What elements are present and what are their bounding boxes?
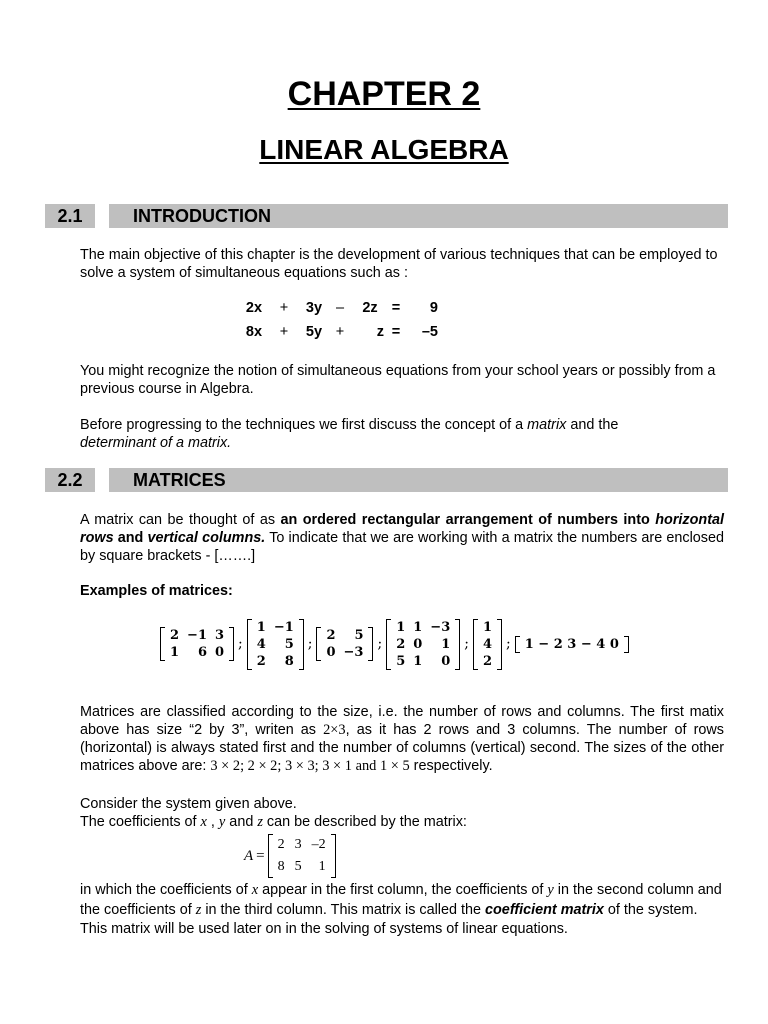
matrix-cell: 0: [413, 636, 423, 652]
matrix-cell: 1: [482, 619, 493, 635]
matrix-cell: 5: [396, 653, 406, 669]
text-span: in which the coefficients of: [80, 882, 252, 898]
equation-row: [0, 320, 768, 344]
section-title-introduction: INTRODUCTION: [109, 204, 728, 228]
text-line: Consider the system given above.: [80, 796, 297, 812]
matrix-cell: 0: [441, 653, 451, 669]
separator: ;: [307, 636, 313, 652]
matrix-cell: 5: [294, 859, 302, 874]
example-matrix-6: [515, 636, 629, 653]
consider-paragraph: [80, 795, 724, 831]
matrix-cell: 1: [170, 645, 180, 660]
section-number-2-2: 2.2: [45, 468, 95, 492]
matrix-cell: 1: [396, 619, 406, 635]
equation-row: [0, 296, 768, 320]
var-x: x: [200, 814, 207, 830]
text-span: respectively.: [409, 758, 493, 774]
example-matrix-1: [160, 627, 234, 661]
eq-op: +: [335, 324, 345, 340]
matrix-cell: 1: [413, 619, 423, 635]
text-span: To indicate that we are working with a matrix the numbers are enclosed by square brackets - […….]: [80, 530, 724, 564]
matrix-cell: −1: [187, 628, 207, 643]
matrix-cell: –2: [311, 837, 326, 852]
text-span: can be described by the matrix:: [262, 814, 467, 830]
matrix-cell: 1: [441, 636, 451, 652]
separator: ;: [238, 636, 243, 652]
example-matrix-5: [473, 619, 502, 670]
text-span: appear in the first column, the coefficients of: [258, 882, 548, 898]
matrix-cell: 2: [396, 636, 406, 652]
matrix-cell: 4: [482, 636, 493, 652]
matrix-cell: 1: [318, 859, 326, 874]
matrix-cell: 6: [197, 645, 207, 660]
coefficient-matrix: [268, 834, 336, 878]
example-matrix-3: [316, 627, 373, 661]
var-y: y: [218, 814, 226, 830]
term-coefficient-matrix: coefficient matrix: [485, 901, 604, 918]
text-span: of the system. This matrix will be used later on in the solving of systems of linear equations.: [80, 901, 698, 937]
intro-paragraph: The main objective of this chapter is the development of various techniques that can be employed to solve a system of simultaneous equations such as :: [80, 247, 718, 281]
example-matrix-2: [247, 619, 304, 670]
matrix-label: A: [244, 847, 254, 864]
matrix-cell: 1 − 2 3 − 4 0: [524, 636, 619, 652]
matrix-cell: 2: [482, 653, 493, 669]
examples-heading: Examples of matrices:: [80, 583, 233, 599]
var-x: x: [251, 882, 259, 898]
var-z: z: [257, 814, 263, 830]
matrix-cell: 2: [256, 653, 266, 669]
chapter-subtitle: LINEAR ALGEBRA: [259, 134, 509, 165]
bold-italic-span: vertical columns.: [147, 530, 266, 546]
bold-italic-span: horizontal rows: [80, 512, 724, 546]
eq-op: –: [335, 300, 345, 316]
matrix-cell: −3: [430, 619, 451, 635]
matrix-cell: 3: [215, 628, 225, 643]
eq-term: 2z: [362, 300, 378, 316]
matrix-cell: 2: [326, 628, 336, 643]
example-matrices: [160, 616, 680, 672]
term-determinant: determinant of a matrix.: [80, 435, 232, 451]
eq-op: +: [279, 324, 289, 340]
eq-equals: =: [391, 324, 401, 340]
eq-term: 5y: [305, 324, 323, 340]
matrix-cell: 1: [413, 653, 423, 669]
eq-rhs: 9: [429, 300, 438, 316]
section-title-matrices: MATRICES: [109, 468, 728, 492]
matrix-cell: 2: [170, 628, 180, 643]
eq-term: 8x: [245, 324, 263, 340]
text-span: in the second column and the coefficients of: [80, 882, 722, 918]
text-span: in the third column. This matrix is called the: [201, 901, 486, 918]
matrix-cell: 4: [256, 636, 266, 652]
matrix-cell: 5: [354, 628, 364, 643]
text-span: ,: [206, 814, 219, 830]
classification-paragraph: [80, 703, 724, 775]
separator: ;: [377, 636, 383, 652]
eq-rhs: –5: [421, 324, 438, 340]
recognize-paragraph: You might recognize the notion of simultaneous equations from your school years or possibly from a previous course in Algebra.: [80, 363, 716, 397]
eq-equals: =: [391, 300, 401, 316]
matrix-cell: 8: [284, 653, 294, 669]
size-notation: 2×3: [323, 722, 346, 738]
text-span: Matrices are classified according to the size, i.e. the number of rows and columns. The first matix above has size “2 by 3”, writen as: [80, 704, 724, 738]
example-matrix-4: [386, 619, 460, 670]
separator: ;: [464, 636, 469, 652]
eq-op: +: [279, 300, 289, 316]
coefficient-paragraph: [80, 881, 724, 940]
matrix-cell: 2: [277, 837, 285, 852]
eq-term: z: [376, 324, 384, 340]
matrix-cell: 0: [215, 645, 225, 660]
bold-span: and: [113, 530, 148, 546]
separator: ;: [506, 636, 511, 652]
matrix-cell: 0: [326, 645, 336, 660]
coefficient-matrix-equation: [244, 833, 336, 879]
term-matrix: matrix: [527, 417, 567, 433]
text-span: The coefficients of: [80, 814, 201, 830]
text-span: and the: [566, 417, 619, 433]
text-line: [80, 813, 724, 831]
matrix-cell: 8: [277, 859, 285, 874]
var-y: y: [547, 882, 554, 898]
bold-span: an ordered rectangular arrangement of numbers into: [280, 512, 656, 528]
text-span: , as it has 2 rows and 3 columns. The number of rows (horizontal) is always stated first and the number of columns (vertical) second. The sizes of the other matrices above are:: [80, 722, 724, 774]
section-number-2-1: 2.1: [45, 204, 95, 228]
matrix-definition-paragraph: [80, 511, 724, 565]
var-z: z: [195, 901, 202, 918]
matrix-cell: 3: [294, 837, 302, 852]
matrix-cell: 5: [284, 636, 294, 652]
text-span: and: [225, 814, 258, 830]
matrix-cell: −1: [273, 619, 294, 635]
equation-system: [0, 296, 768, 344]
progress-paragraph: [80, 416, 724, 452]
eq-term: 3y: [305, 300, 323, 316]
equals-sign: =: [256, 847, 265, 864]
chapter-title: CHAPTER 2: [287, 75, 481, 113]
sizes-list: 3 × 2; 2 × 2; 3 × 3; 3 × 1 and 1 × 5: [210, 758, 410, 774]
text-span: Before progressing to the techniques we first discuss the concept of a: [80, 417, 528, 433]
text-span: A matrix can be thought of as: [80, 512, 281, 528]
matrix-cell: 1: [256, 619, 266, 635]
eq-term: 2x: [245, 300, 263, 316]
matrix-cell: −3: [343, 645, 364, 660]
